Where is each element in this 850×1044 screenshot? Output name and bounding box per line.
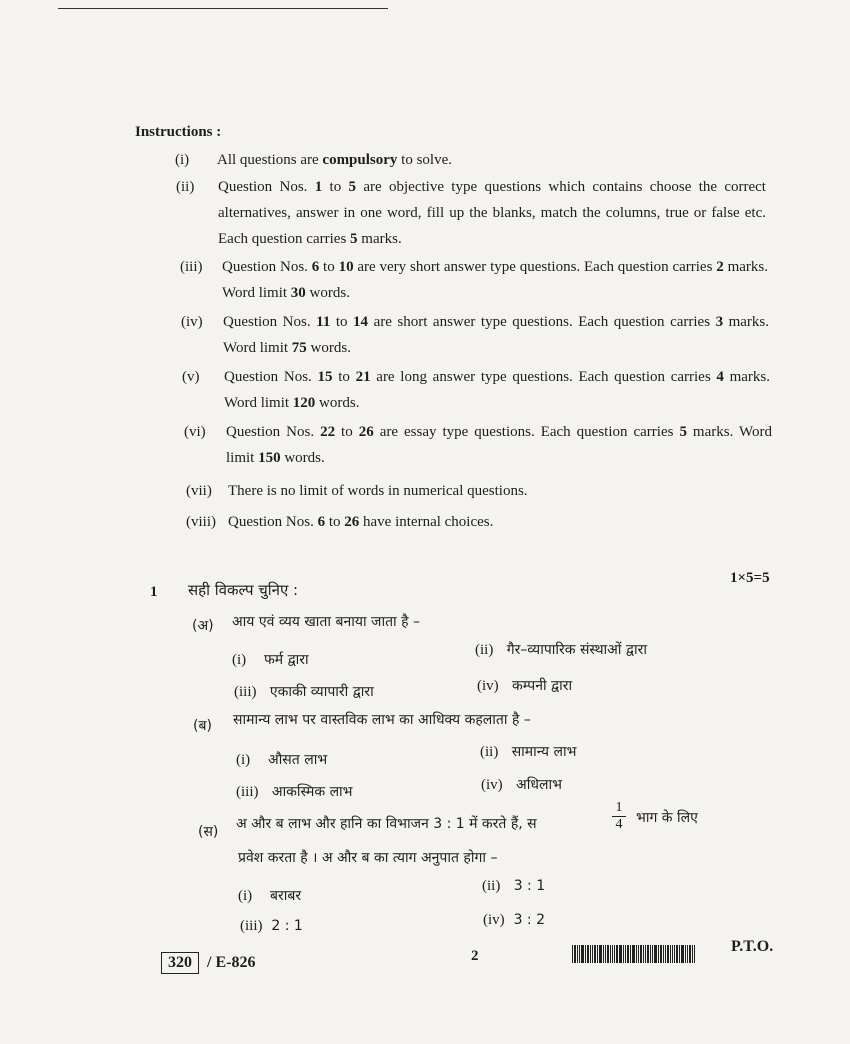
option: (iv) 3 : 2 (483, 912, 546, 928)
pto-label: P.T.O. (731, 938, 774, 955)
barcode-bar (672, 945, 673, 963)
sub-question-text: आय एवं व्यय खाता बनाया जाता है – (232, 614, 421, 630)
barcode-bar (572, 945, 573, 963)
barcode-bar (610, 945, 611, 963)
barcode-bar (654, 945, 657, 963)
option: (i) औसत लाभ (236, 752, 328, 768)
barcode-bar (692, 945, 693, 963)
option: (iii) 2 : 1 (240, 918, 303, 934)
barcode-bar (681, 945, 684, 963)
barcode-bar (652, 945, 653, 963)
option: (ii) 3 : 1 (482, 878, 546, 894)
barcode-bar (581, 945, 584, 963)
barcode-bar (599, 945, 602, 963)
instruction-item: (v) Question Nos. 15 to 21 are long answer type questions. Each question carries 4 marks. Word limit 120 words. (182, 369, 770, 411)
instruction-item: (iv) Question Nos. 11 to 14 are short answer type questions. Each question carries 3 marks. Word limit 75 words. (181, 314, 769, 356)
option: (ii) सामान्य लाभ (480, 744, 577, 760)
code-box: 320 (161, 952, 199, 974)
instruction-item: (vii) There is no limit of words in numerical questions. (186, 483, 528, 499)
barcode-bar (647, 945, 649, 963)
barcode-bar (623, 945, 624, 963)
paper-code (161, 952, 255, 974)
barcode-bar (616, 945, 618, 963)
barcode-bar (679, 945, 680, 963)
barcode-bar (630, 945, 631, 963)
barcode-bar (627, 945, 629, 963)
barcode-bar (663, 945, 664, 963)
paper-number: / E-826 (207, 954, 256, 971)
instruction-item: (vi) Question Nos. 22 to 26 are essay type questions. Each question carries 5 marks. Word limit 150 words. (184, 424, 772, 466)
sub-question-label: (स) (198, 824, 219, 840)
barcode-bar (625, 945, 626, 963)
barcode-bar (587, 945, 589, 963)
sub-question-text: सामान्य लाभ पर वास्तविक लाभ का आधिक्य कहलाता है – (233, 712, 531, 728)
barcode-bar (676, 945, 678, 963)
barcode-bar (594, 945, 596, 963)
barcode-bar (605, 945, 606, 963)
barcode-bar (636, 945, 637, 963)
page-number: 2 (471, 948, 479, 964)
barcode-bar (685, 945, 686, 963)
barcode-bar (667, 945, 669, 963)
barcode-bar (650, 945, 651, 963)
instruction-item: (viii) Question Nos. 6 to 26 have internal choices. (186, 514, 494, 530)
option: (iii) एकाकी व्यापारी द्वारा (234, 684, 374, 700)
fraction: $\frac{1}{4}$ (612, 800, 626, 833)
question-title: सही विकल्प चुनिए : (188, 581, 299, 599)
barcode-bar (597, 945, 598, 963)
barcode-bar (665, 945, 666, 963)
question-number: 1 (150, 584, 158, 600)
barcode-bar (660, 945, 662, 963)
top-rule (58, 8, 388, 9)
barcode-bar (607, 945, 609, 963)
barcode-bar (579, 945, 580, 963)
option: (i) बराबर (238, 888, 302, 904)
option: (i) फर्म द्वारा (232, 652, 309, 668)
barcode-bar (577, 945, 578, 963)
barcode-bar (590, 945, 591, 963)
barcode-bar (694, 945, 695, 963)
barcode-bar (640, 945, 642, 963)
barcode-bar (614, 945, 615, 963)
barcode (572, 945, 716, 963)
option: (iv) कम्पनी द्वारा (477, 678, 573, 694)
barcode-bar (658, 945, 659, 963)
instructions-heading: Instructions : (135, 124, 222, 140)
sub-question-label: (अ) (192, 618, 214, 634)
question-marks: 1×5=5 (730, 570, 770, 586)
barcode-bar (670, 945, 671, 963)
barcode-bar (612, 945, 613, 963)
barcode-bar (674, 945, 675, 963)
option: (iii) आकस्मिक लाभ (236, 784, 353, 800)
sub-question-label: (ब) (193, 718, 212, 734)
barcode-bar (585, 945, 586, 963)
barcode-bar (574, 945, 576, 963)
barcode-bar (619, 945, 622, 963)
barcode-bar (603, 945, 604, 963)
sub-question-text: अ और ब लाभ और हानि का विभाजन 3 : 1 में करते हैं, स (236, 816, 537, 832)
barcode-bar (643, 945, 644, 963)
sub-question-text: भाग के लिए (636, 810, 698, 826)
option: (iv) अधिलाभ (481, 777, 562, 793)
barcode-bar (592, 945, 593, 963)
instruction-item: (i) All questions are compulsory to solve. (175, 152, 452, 168)
option: (ii) गैर–व्यापारिक संस्थाओं द्वारा (475, 642, 647, 658)
barcode-bar (689, 945, 691, 963)
barcode-bar (645, 945, 646, 963)
barcode-bar (632, 945, 635, 963)
instruction-item: (iii) Question Nos. 6 to 10 are very short answer type questions. Each question carries 2 marks. Word limit 30 words. (180, 259, 768, 301)
barcode-bar (638, 945, 639, 963)
sub-question-text: प्रवेश करता है । अ और ब का त्याग अनुपात होगा – (238, 850, 498, 866)
barcode-bar (687, 945, 688, 963)
instruction-item: (ii) Question Nos. 1 to 5 are objective type questions which contains choose the correct alternatives, answer in one word, fill up the blanks, match the columns, true or false etc. Each question carries 5 marks. (176, 179, 766, 247)
